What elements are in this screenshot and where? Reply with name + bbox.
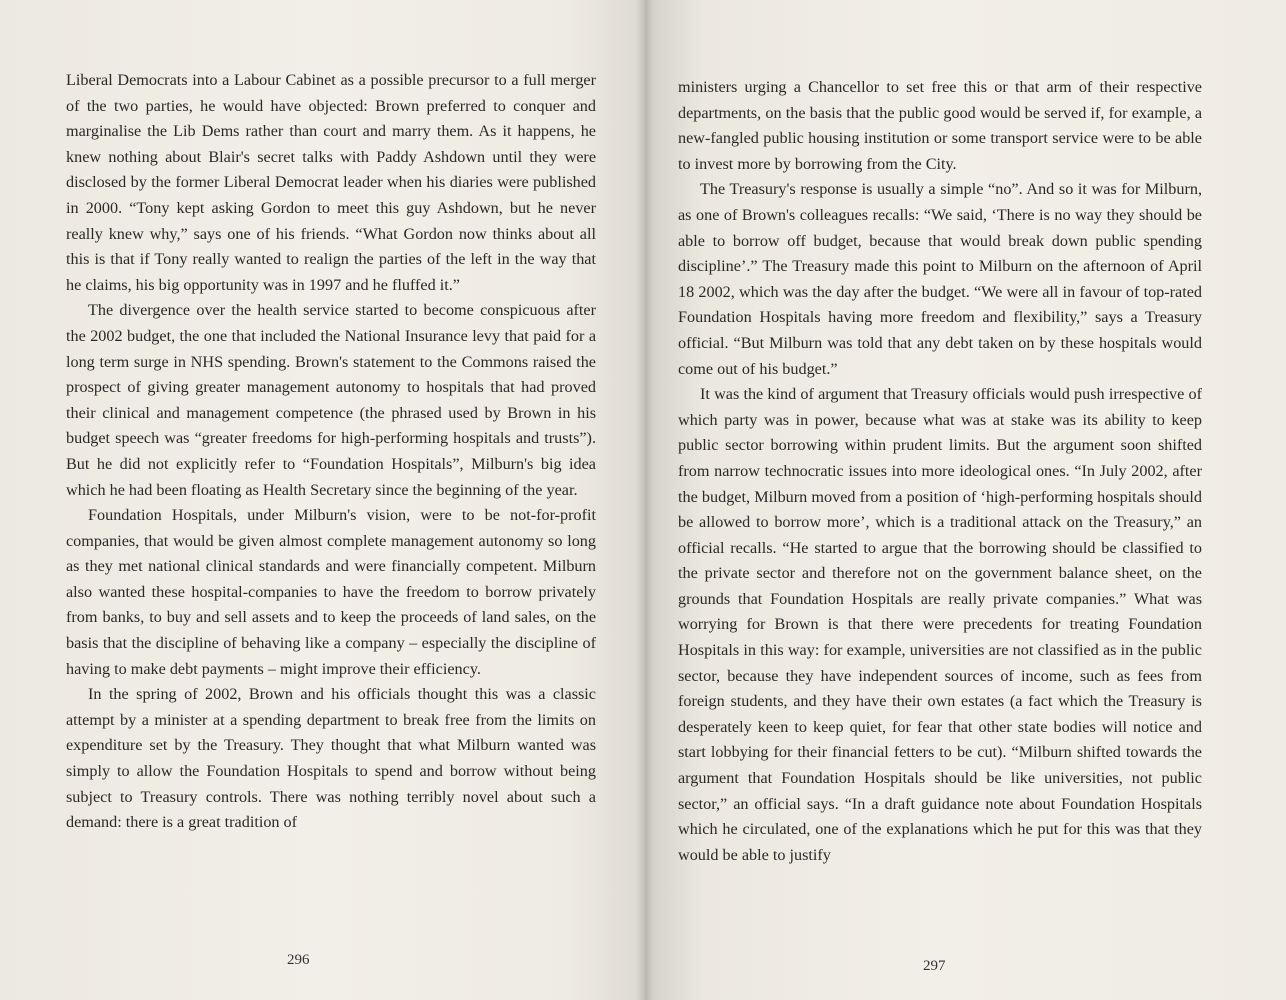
book-gutter (636, 0, 654, 1000)
paragraph: The divergence over the health service started to become conspicuous after the 2002 budget, the one that included the National Insurance levy that paid for a long term surge in NHS spending. Brown's statement to the Commons raised the prospect of giving greater management autonomy to hospitals that had proved their clinical and management competence (the phrased used by Brown in his budget speech was “greater freedoms for high-performing hospitals and trusts”). But he did not explicitly refer to “Foundation Hospitals”, Milburn's big idea which he had been floating as Health Secretary since the beginning of the year. (66, 301, 596, 499)
paragraph: The Treasury's response is usually a simple “no”. And so it was for Milburn, as one of Brown's colleagues recalls: “We said, ‘There is no way they should be able to borrow off budget, because that would break down public spending discipline’.” The Treasury made this point to Milburn on the afternoon of April 18 2002, which was the day after the budget. “We were all in favour of top-rated Foundation Hospitals having more freedom and flexibility,” says a Treasury official. “But Milburn was told that any debt taken on by these hospitals would come out of his budget.” (678, 180, 1202, 378)
page-number: 296 (287, 952, 310, 968)
paragraph: Liberal Democrats into a Labour Cabinet as a possible precursor to a full merger of the two parties, he would have objected: Brown preferred to conquer and marginalise the Lib Dems rather than court and marry them. As it happens, he knew nothing about Blair's secret talks with Paddy Ashdown until they were disclosed by the former Liberal Democrat leader when his diaries were published in 2000. “Tony kept asking Gordon to meet this guy Ashdown, but he never really knew why,” says one of his friends. “What Gordon now thinks about all this is that if Tony really wanted to realign the parties of the left in the way that he claims, his big opportunity was in 1997 and he fluffed it.” (66, 71, 596, 294)
paragraph: It was the kind of argument that Treasury officials would push irrespective of which party was in power, because what was at stake was its ability to keep public sector borrowing within prudent limits. But the argument soon shifted from narrow technocratic issues into more ideological ones. “In July 2002, after the budget, Milburn moved from a position of ‘high-performing hospitals should be allowed to borrow more’, which is a traditional attack on the Treasury,” an official recalls. “He started to argue that the borrowing should be classified to the private sector and therefore not on the government balance sheet, on the grounds that Foundation Hospitals are really private companies.” What was worrying for Brown is that there were precedents for treating Foundation Hospitals in this way: for example, universities are not classified as in the public sector, because they have independent sources of income, such as fees from foreign students, and they have their own estates (a fact which the Treasury is desperately keen to keep quiet, for fear that other state bodies will notice and start lobbying for their financial fetters to be cut). “Milburn shifted towards the argument that Foundation Hospitals should be like universities, not public sector,” an official says. “In a draft guidance note about Foundation Hospitals which he circulated, one of the explanations which he put for this was that they would be able to justify (678, 385, 1202, 864)
paragraph: In the spring of 2002, Brown and his officials thought this was a classic attempt by a minister at a spending department to break free from the limits on expenditure set by the Treasury. They thought that what Milburn wanted was simply to allow the Foundation Hospitals to spend and borrow without being subject to Treasury controls. There was nothing terribly novel about such a demand: there is a great tradition of (66, 685, 596, 832)
paragraph: ministers urging a Chancellor to set free this or that arm of their respective departments, on the basis that the public good would be served if, for example, a new-fangled public housing institution or some transport service were to be able to invest more by borrowing from the City. (678, 78, 1202, 173)
right-page-text (678, 75, 1202, 868)
paragraph: Foundation Hospitals, under Milburn's vision, were to be not-for-profit companies, that would be given almost complete management autonomy so long as they met national clinical standards and were financially competent. Milburn also wanted these hospital-companies to have the freedom to borrow privately from banks, to buy and sell assets and to keep the proceeds of land sales, on the basis that the discipline of behaving like a company – especially the discipline of having to make debt payments – might improve their efficiency. (66, 506, 596, 678)
left-page-text (66, 68, 596, 836)
page-number: 297 (923, 958, 946, 974)
right-page (645, 0, 1286, 1000)
